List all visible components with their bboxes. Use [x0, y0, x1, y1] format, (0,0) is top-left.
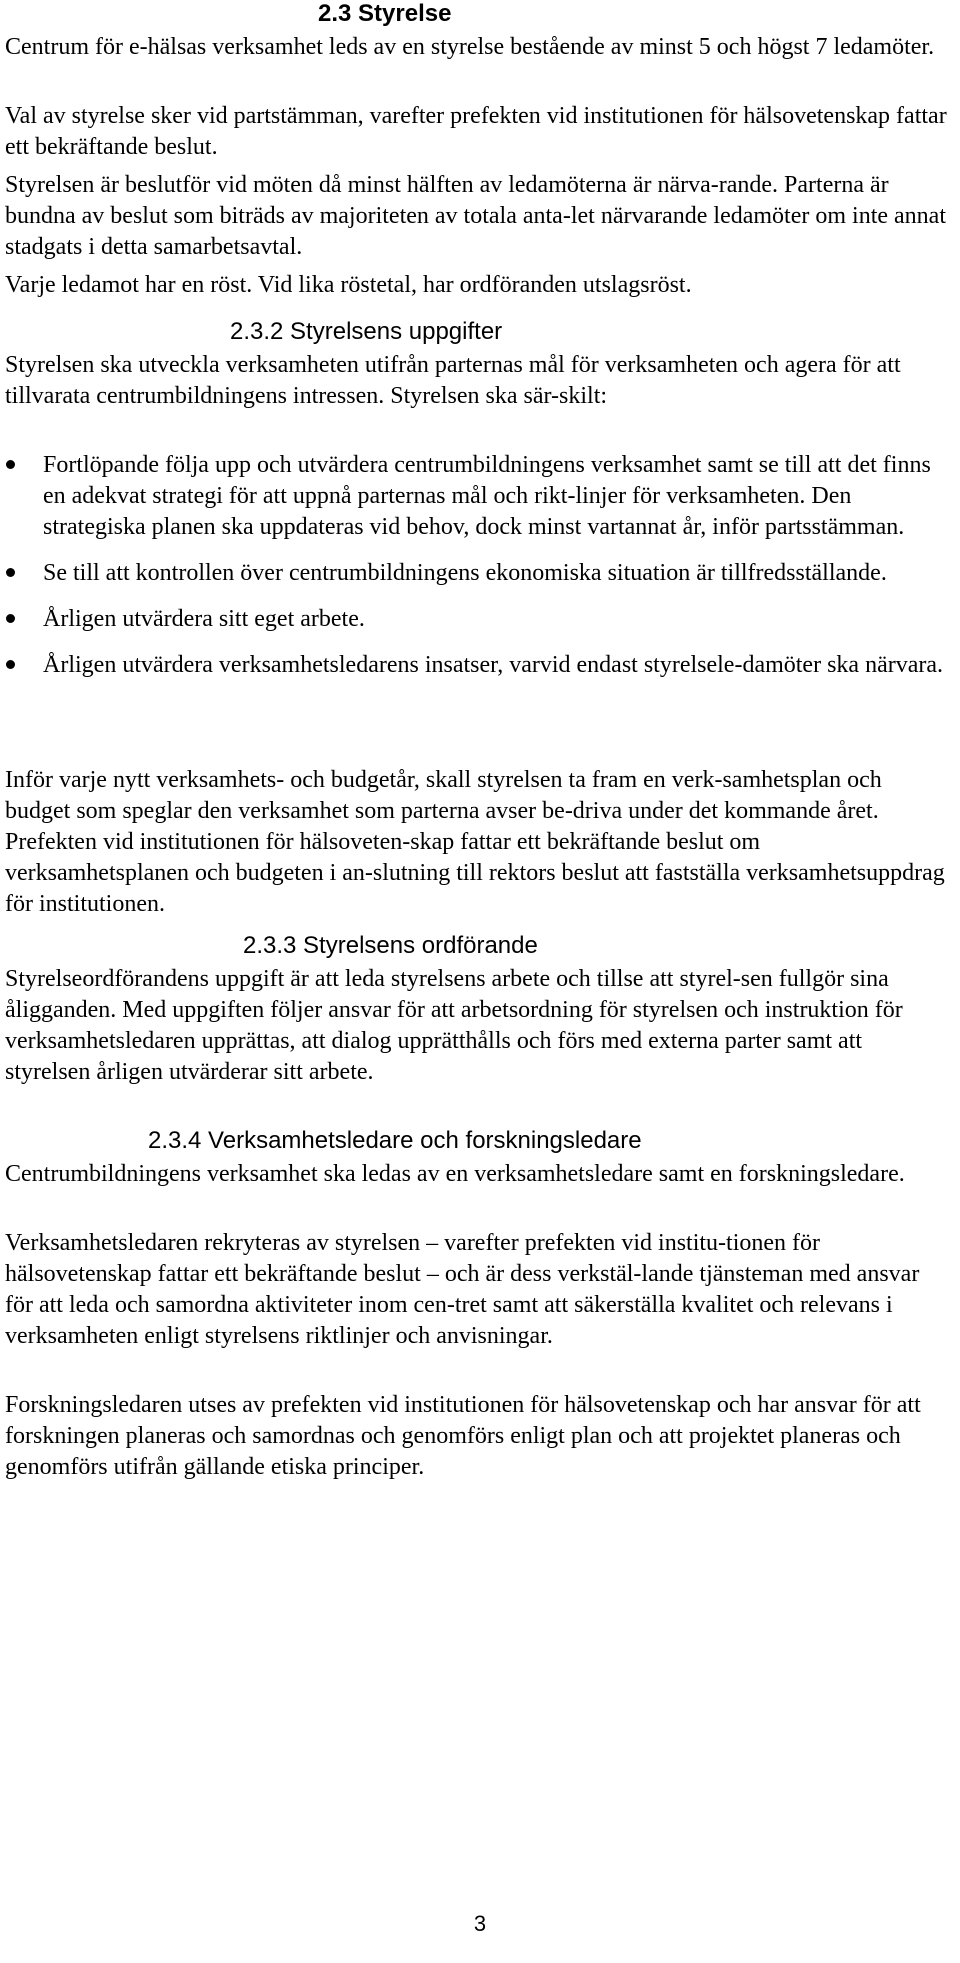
list-item	[0, 450, 950, 543]
list-item	[0, 558, 950, 589]
list-item-text: Se till att kontrollen över centrumbildningens ekonomiska situation är tillfredsställande.	[43, 560, 887, 586]
section-paragraph: Centrum för e-hälsas verksamhet leds av en styrelse bestående av minst 5 och högst 7 ledamöter.	[5, 34, 935, 60]
bullet-icon	[6, 614, 15, 623]
subsection-paragraph: Verksamhetsledaren rekryteras av styrelsen – varefter prefekten vid institu-tionen för hälsovetenskap fattar ett bekräftande beslut – och är dess verkstäl-lande tjänsteman med ansvar för att leda och samordna aktiviteter inom cen-tret samt att säkerställa kvalitet och relevans i verksamheten enligt styrelsens riktlinjer och anvisningar.	[5, 1230, 920, 1349]
subsection-paragraph: Styrelseordförandens uppgift är att leda styrelsens arbete och tillse att styrel-sen fullgör sina åligganden. Med uppgiften följer ansvar för att arbetsordning för styrelsen och instruktion för verksamhetsledaren upprättas, att dialog upprätthålls och förs med externa parter samt att styrelsen årligen utvärderar sitt arbete.	[5, 966, 903, 1085]
list-item-text: Årligen utvärdera verksamhetsledarens insatser, varvid endast styrelsele-damöter ska närvara.	[43, 652, 944, 678]
bullet-icon	[6, 660, 15, 669]
list-item	[0, 650, 950, 681]
subsection-paragraph: Centrumbildningens verksamhet ska ledas av en verksamhetsledare samt en forskningsledare.	[5, 1161, 905, 1187]
bullet-icon	[6, 460, 15, 469]
subsection-heading: 2.3.3 Styrelsens ordförande	[243, 932, 538, 959]
subsection-heading: 2.3.4 Verksamhetsledare och forskningsledare	[148, 1127, 642, 1154]
list-item-text: Fortlöpande följa upp och utvärdera centrumbildningens verksamhet samt se till att det finns en adekvat strategi för att uppnå parternas mål och rikt-linjer för verksamheten. Den strategiska planen ska uppdateras vid behov, dock minst vartannat år, inför partsstämman.	[43, 452, 931, 540]
section-heading: 2.3 Styrelse	[318, 0, 452, 27]
section-paragraph: Styrelsen är beslutför vid möten då minst hälften av ledamöterna är närva-rande. Parterna är bundna av beslut som biträds av majoriteten av totala anta-let närvarande ledamöter om inte annat stadgats i detta samarbetsavtal.	[5, 172, 946, 260]
subsection-intro: Styrelsen ska utveckla verksamheten utifrån parternas mål för verksamheten och agera för att tillvarata centrumbildningens intressen. Styrelsen ska sär-skilt:	[5, 352, 901, 409]
list-item	[0, 604, 950, 635]
bullet-icon	[6, 568, 15, 577]
list-item-text: Årligen utvärdera sitt eget arbete.	[43, 606, 365, 632]
page-number: 3	[473, 1911, 487, 1936]
subsection-paragraph: Forskningsledaren utses av prefekten vid institutionen för hälsovetenskap och har ansvar för att forskningen planeras och samordnas och genomförs enligt plan och att projektet planeras och genomförs utifrån gällande etiska principer.	[5, 1392, 921, 1480]
section-paragraph: Val av styrelse sker vid partstämman, varefter prefekten vid institutionen för hälsovetenskap fattar ett bekräftande beslut.	[5, 103, 947, 160]
subsection-closing: Inför varje nytt verksamhets- och budgetår, skall styrelsen ta fram en verk-samhetsplan och budget som speglar den verksamhet som parterna avser be-driva under det kommande året. Prefekten vid institutionen för hälsoveten-skap fattar ett bekräftande beslut om verksamhetsplanen och budgeten i an-slutning till rektors beslut att fastställa verksamhetsuppdrag för institutionen.	[5, 767, 945, 917]
section-paragraph: Varje ledamot har en röst. Vid lika röstetal, har ordföranden utslagsröst.	[5, 272, 692, 298]
task-list	[0, 450, 950, 681]
subsection-heading: 2.3.2 Styrelsens uppgifter	[230, 318, 503, 345]
